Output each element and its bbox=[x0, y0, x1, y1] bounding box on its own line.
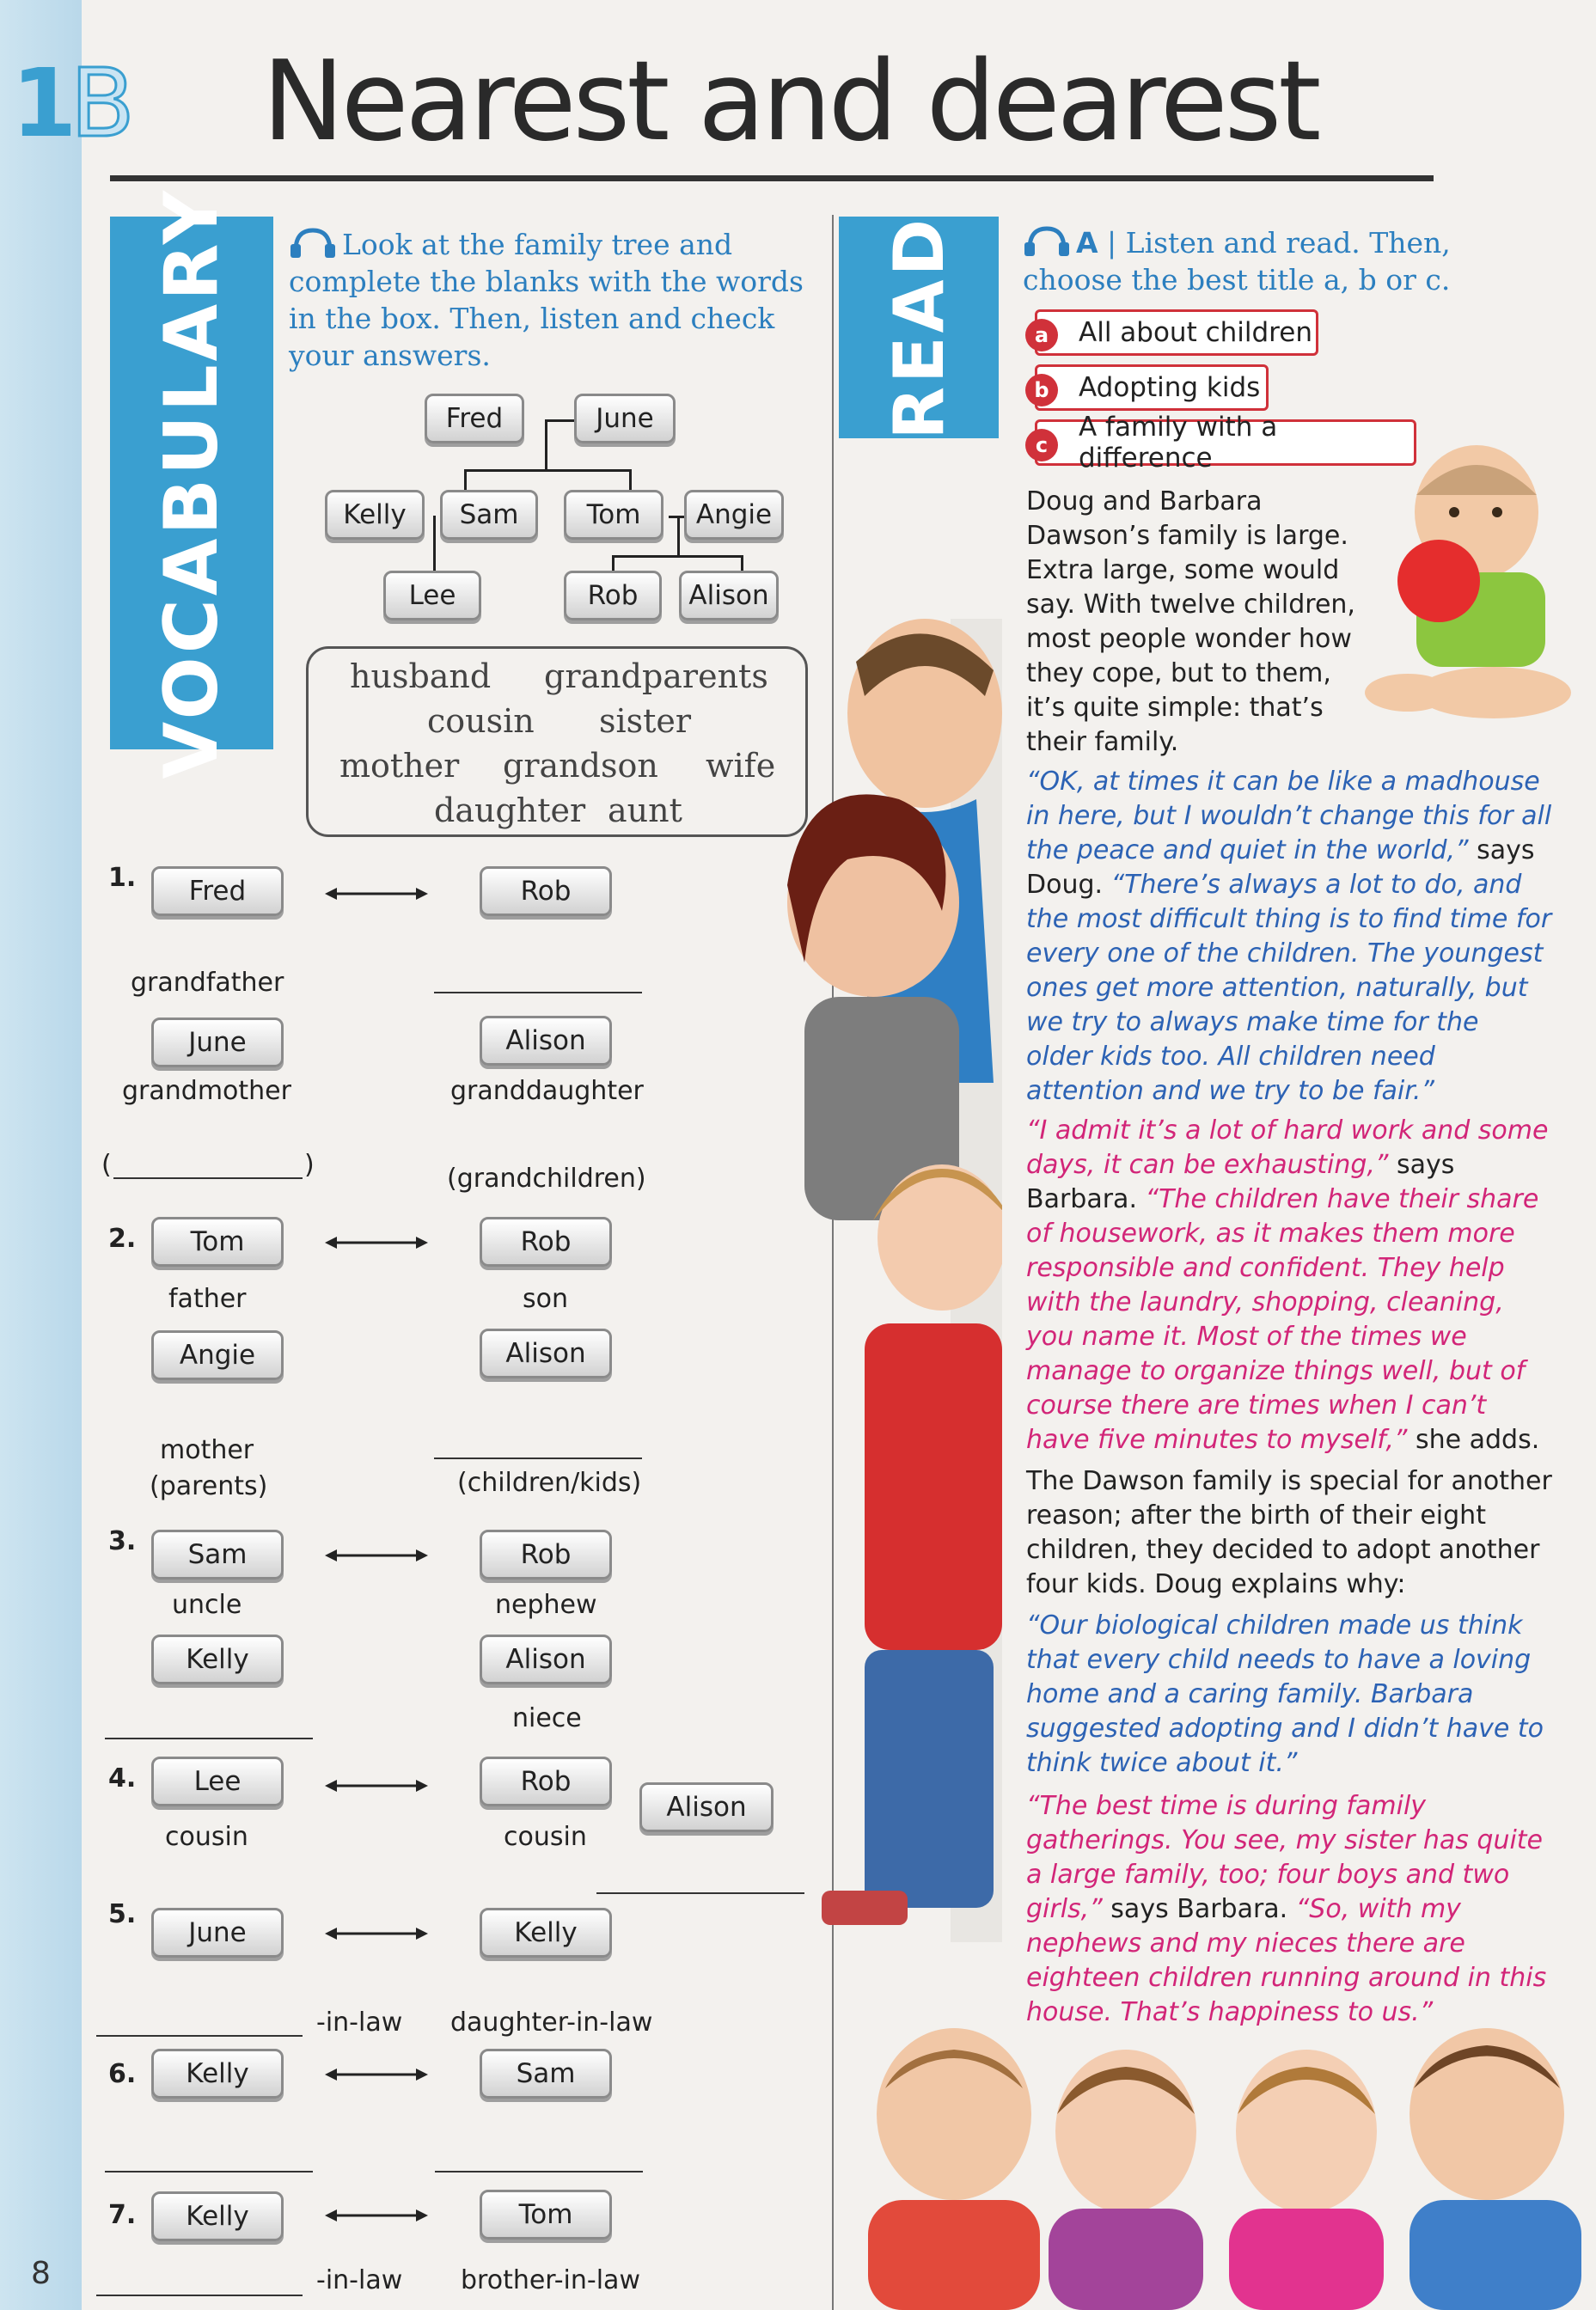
ex2-alison: Alison bbox=[480, 1329, 612, 1378]
kids-photo bbox=[851, 2011, 1596, 2310]
ex4-left-cousin-label: cousin bbox=[165, 1822, 248, 1852]
article-paragraph-2 bbox=[1026, 765, 1552, 1109]
tree-rob: Rob bbox=[564, 571, 662, 620]
ex3-sam: Sam bbox=[151, 1530, 284, 1580]
vocabulary-sidebar bbox=[110, 186, 273, 779]
ex1-blank-2[interactable] bbox=[113, 1177, 303, 1179]
ex6-kelly: Kelly bbox=[151, 2049, 284, 2099]
read-label: READ bbox=[878, 215, 959, 440]
she-adds: she adds. bbox=[1407, 1425, 1540, 1455]
ex6-blank-2[interactable] bbox=[435, 2171, 643, 2172]
says-doug: says Doug. bbox=[1026, 835, 1535, 900]
option-c-badge: c bbox=[1025, 429, 1058, 461]
ex2-number: 2. bbox=[108, 1224, 137, 1254]
ex3-uncle-label: uncle bbox=[172, 1590, 242, 1620]
ex1-june: June bbox=[151, 1018, 284, 1067]
headphones-icon bbox=[1023, 223, 1071, 258]
ex2-rob: Rob bbox=[480, 1217, 612, 1267]
tree-tom: Tom bbox=[564, 490, 663, 540]
tree-kelly: Kelly bbox=[325, 490, 425, 540]
word-daughter: daughter bbox=[434, 791, 586, 829]
ex1-paren-close: ) bbox=[304, 1150, 315, 1180]
tree-june: June bbox=[574, 394, 676, 443]
ex7-in-law-suffix: -in-law bbox=[316, 2265, 403, 2295]
ex7-tom: Tom bbox=[480, 2190, 612, 2240]
double-arrow-icon bbox=[325, 1234, 428, 1251]
tree-line bbox=[677, 516, 680, 557]
ex7-kelly: Kelly bbox=[151, 2191, 284, 2241]
quote-barbara-4: “So, with my nephews and my nieces there are eighteen children running around in this house. That’s happiness to us.” bbox=[1026, 1894, 1547, 2027]
ex1-fred: Fred bbox=[151, 866, 284, 916]
ex2-blank-1[interactable] bbox=[434, 1458, 642, 1459]
ex5-in-law-suffix: -in-law bbox=[316, 2008, 403, 2038]
ex3-blank-1[interactable] bbox=[105, 1738, 313, 1739]
quote-barbara-3: “The best time is during family gatherings. You see, my sister has quite a large family, too; four boys and two girls,” bbox=[1026, 1791, 1544, 1924]
read-sidebar bbox=[839, 217, 999, 438]
page-number: 8 bbox=[31, 2256, 51, 2291]
double-arrow-icon bbox=[325, 2207, 428, 2224]
ex4-number: 4. bbox=[108, 1763, 137, 1794]
ex6-number: 6. bbox=[108, 2059, 137, 2089]
vocabulary-label: VOCABULARY bbox=[149, 186, 235, 779]
option-b-badge: b bbox=[1025, 374, 1058, 406]
ex5-kelly: Kelly bbox=[480, 1908, 612, 1958]
ex1-grandfather-label: grandfather bbox=[131, 968, 284, 998]
option-a[interactable]: a All about children bbox=[1035, 309, 1318, 356]
ex3-niece-label: niece bbox=[512, 1703, 582, 1733]
read-instruction: A | Listen and read. Then, choose the best title a, b or c. bbox=[1023, 223, 1470, 298]
tree-alison: Alison bbox=[679, 571, 779, 620]
ex6-blank-1[interactable] bbox=[105, 2171, 313, 2172]
ex3-rob: Rob bbox=[480, 1530, 612, 1580]
ex4-rob: Rob bbox=[480, 1757, 612, 1806]
ex4-lee: Lee bbox=[151, 1757, 284, 1806]
page-title: Nearest and dearest bbox=[262, 38, 1318, 166]
tree-fred: Fred bbox=[425, 394, 524, 443]
ex2-son-label: son bbox=[523, 1284, 568, 1314]
double-arrow-icon bbox=[325, 885, 428, 902]
word-mother: mother bbox=[339, 747, 460, 785]
ex7-blank-1[interactable] bbox=[96, 2295, 303, 2296]
double-arrow-icon bbox=[325, 2066, 428, 2083]
ex7-number: 7. bbox=[108, 2200, 137, 2230]
ex7-brother-in-law-label: brother-in-law bbox=[461, 2265, 640, 2295]
word-wife: wife bbox=[706, 747, 776, 785]
family-photo bbox=[770, 602, 1002, 1942]
tree-line bbox=[464, 469, 467, 491]
ex1-granddaughter-label: granddaughter bbox=[450, 1076, 644, 1106]
option-a-badge: a bbox=[1025, 319, 1058, 351]
read-instruction-letter: A bbox=[1076, 226, 1098, 260]
ex6-sam: Sam bbox=[480, 2049, 612, 2099]
ex1-rob: Rob bbox=[480, 866, 612, 916]
unit-number: 1 bbox=[10, 48, 70, 158]
ex1-blank-1[interactable] bbox=[434, 992, 642, 993]
ex2-angie: Angie bbox=[151, 1330, 284, 1380]
ex2-tom: Tom bbox=[151, 1217, 284, 1267]
ex1-grandmother-label: grandmother bbox=[122, 1076, 291, 1106]
headphones-icon bbox=[289, 225, 337, 260]
tree-line bbox=[464, 469, 631, 472]
double-arrow-icon bbox=[325, 1925, 428, 1942]
word-box bbox=[306, 646, 808, 837]
article-paragraph-1: Doug and Barbara Dawson’s family is large. Extra large, some would say. With twelve children, most people wonder how they cope, but to them, it’s quite simple: that’s their family. bbox=[1026, 486, 1355, 757]
quote-barbara-1: “I admit it’s a lot of hard work and some days, it can be exhausting,” bbox=[1026, 1115, 1549, 1180]
word-cousin: cousin bbox=[427, 702, 535, 740]
option-b[interactable]: b Adopting kids bbox=[1035, 364, 1269, 411]
tree-line bbox=[433, 516, 436, 574]
article-paragraph-3 bbox=[1026, 1114, 1552, 1458]
double-arrow-icon bbox=[325, 1777, 428, 1794]
ex1-grandchildren-label: (grandchildren) bbox=[447, 1164, 646, 1194]
option-c[interactable]: c A family with a difference bbox=[1035, 419, 1416, 466]
unit-letter: B bbox=[70, 48, 128, 158]
left-margin-strip bbox=[0, 0, 82, 2310]
ex5-blank-1[interactable] bbox=[96, 2035, 303, 2037]
ex1-alison: Alison bbox=[480, 1016, 612, 1066]
word-sister: sister bbox=[599, 702, 692, 740]
tree-line bbox=[629, 469, 632, 491]
title-underline bbox=[110, 175, 1434, 181]
tree-lee: Lee bbox=[383, 571, 481, 620]
article-paragraph-6 bbox=[1026, 1789, 1561, 2030]
ex5-daughter-in-law-label: daughter-in-law bbox=[450, 2008, 653, 2038]
ex2-father-label: father bbox=[168, 1284, 247, 1314]
ex1-paren-open: ( bbox=[101, 1150, 112, 1180]
quote-doug-2: “There’s always a lot to do, and the most difficult thing is to find time for every one of the children. The youngest ones get more attention, naturally, but we try to always make time for the older kids too. All children need attention and we try to be fair.” bbox=[1026, 870, 1552, 1106]
quote-doug-1: “OK, at times it can be like a madhouse in here, but I wouldn’t change this for all the peace and quiet in the world,” bbox=[1026, 767, 1552, 865]
ex3-number: 3. bbox=[108, 1526, 137, 1556]
article-paragraph-4: The Dawson family is special for another reason; after the birth of their eight children, they decided to adopt another four kids. Doug explains why: bbox=[1026, 1466, 1552, 1599]
quote-doug-3: “Our biological children made us think that every child needs to have a loving home and a caring family. Barbara suggested adopting and I didn’t have to think twice about it.” bbox=[1026, 1610, 1544, 1778]
says-barbara-2: says Barbara. bbox=[1102, 1894, 1296, 1924]
ex2-mother-label: mother bbox=[160, 1435, 254, 1465]
ex4-right-cousin-label: cousin bbox=[504, 1822, 587, 1852]
ex2-parents-label: (parents) bbox=[150, 1471, 268, 1501]
word-grandson: grandson bbox=[503, 747, 658, 785]
ex2-children-label: (children/kids) bbox=[457, 1468, 642, 1498]
word-grandparents: grandparents bbox=[544, 657, 768, 695]
tree-line bbox=[545, 419, 547, 471]
ex3-alison: Alison bbox=[480, 1635, 612, 1684]
baby-photo bbox=[1356, 418, 1581, 727]
word-husband: husband bbox=[350, 657, 492, 695]
tree-line bbox=[612, 555, 743, 558]
tree-sam: Sam bbox=[440, 490, 538, 540]
ex3-nephew-label: nephew bbox=[495, 1590, 597, 1620]
quote-barbara-2: “The children have their share of housework, as it makes them more responsible and confident. They help with the laundry, shopping, cleaning, you name it. Most of the times we manage to organize things well, but of course there are times when I can’t have five minutes to myself,” bbox=[1026, 1184, 1539, 1455]
ex1-number: 1. bbox=[108, 863, 137, 893]
tree-angie: Angie bbox=[684, 490, 784, 540]
ex5-june: June bbox=[151, 1908, 284, 1958]
ex4-alison: Alison bbox=[639, 1782, 774, 1832]
word-aunt: aunt bbox=[608, 791, 682, 829]
ex3-kelly: Kelly bbox=[151, 1635, 284, 1684]
ex5-number: 5. bbox=[108, 1899, 137, 1929]
vocabulary-instruction: Look at the family tree and complete the blanks with the words in the box. Then, listen and check your answers. bbox=[289, 225, 804, 374]
double-arrow-icon bbox=[325, 1547, 428, 1564]
says-barbara: says Barbara. bbox=[1026, 1150, 1455, 1214]
unit-badge bbox=[0, 47, 139, 159]
article-paragraph-5 bbox=[1026, 1609, 1552, 1781]
